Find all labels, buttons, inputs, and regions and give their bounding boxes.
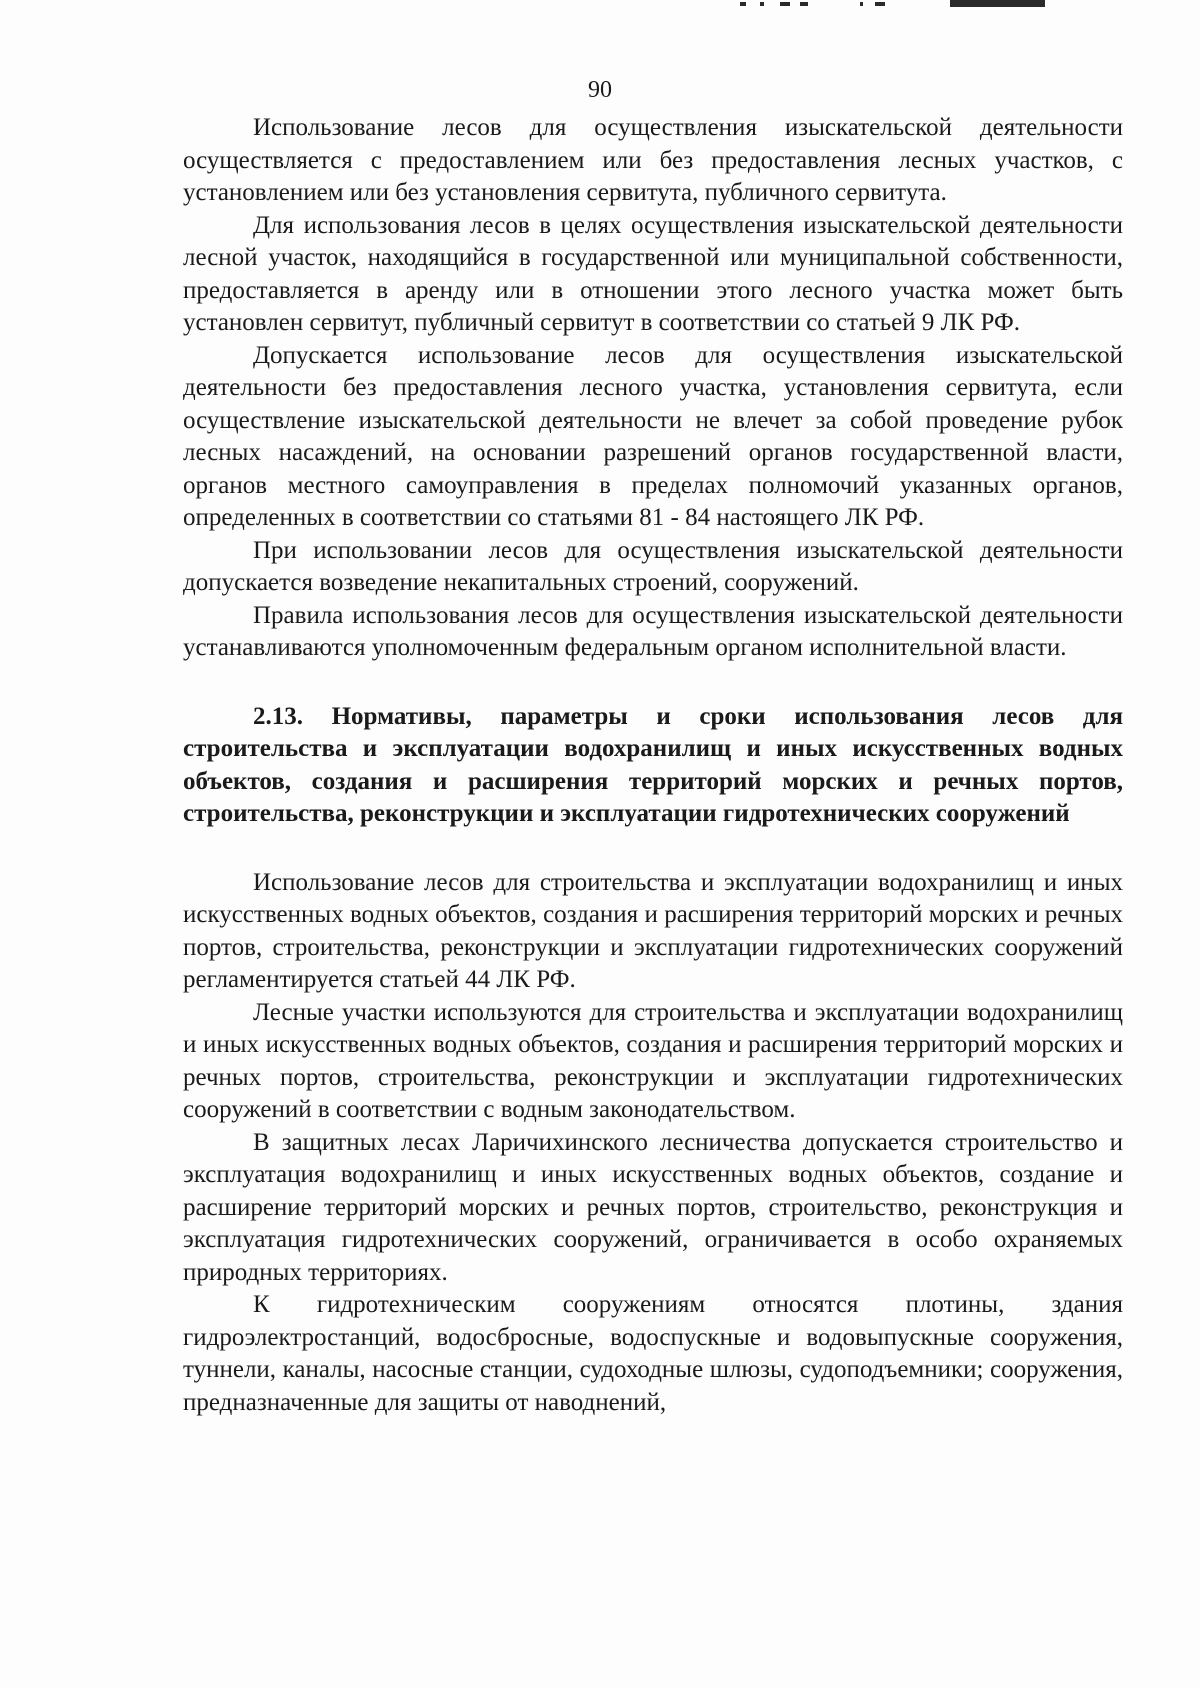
scan-mark	[760, 2, 764, 6]
paragraph: Использование лесов для осуществления изыскательской деятельности осуществляется с предоставлением или без предоставления лесных участков, с установлением или без установления сервитута, публичного сервитута.	[183, 114, 1123, 206]
section-heading: 2.13. Нормативы, параметры и сроки использования лесов для строительства и эксплуатации водохранилищ и иных искусственных водных объектов, создания и расширения территорий морских и речных портов, строительства, реконструкции и эксплуатации гидротехнических сооружений	[183, 702, 1123, 827]
scan-mark	[875, 2, 885, 6]
scan-mark	[950, 0, 1045, 7]
scan-mark	[860, 2, 863, 6]
paragraph: К гидротехническим сооружениям относятся плотины, здания гидроэлектростанций, водосбросные, водоспускные и водовыпускные сооружения, туннели, каналы, насосные станции, судоходные шлюзы, судоподъемники; сооружения, предназначенные для защиты от наводнений,	[183, 1291, 1123, 1416]
document-body	[183, 112, 1123, 1419]
paragraph: Для использования лесов в целях осуществления изыскательской деятельности лесной участок, находящийся в государственной или муниципальной собственности, предоставляется в аренду или в отношении этого лесного участка может быть установлен сервитут, публичный сервитут в соответствии со статьей 9 ЛК РФ.	[183, 211, 1123, 336]
paragraph: Лесные участки используются для строительства и эксплуатации водохранилищ и иных искусственных водных объектов, создания и расширения территорий морских и речных портов, строительства, реконструкции и эксплуатации гидротехнических сооружений в соответствии с водным законодательством.	[183, 998, 1123, 1123]
scan-mark	[740, 2, 746, 6]
paragraph: В защитных лесах Ларичихинского лесничества допускается строительство и эксплуатация водохранилищ и иных искусственных водных объектов, создание и расширение территорий морских и речных портов, строительство, реконструкция и эксплуатация гидротехнических сооружений, ограничивается в особо охраняемых природных территориях.	[183, 1128, 1123, 1286]
paragraph: Использование лесов для строительства и эксплуатации водохранилищ и иных искусственных водных объектов, создания и расширения территорий морских и речных портов, строительства, реконструкции и эксплуатации гидротехнических сооружений регламентируется статьей 44 ЛК РФ.	[183, 868, 1123, 993]
scan-artifact-marks	[740, 0, 1070, 10]
scan-mark	[780, 2, 790, 6]
page-number: 90	[588, 77, 612, 103]
paragraph: При использовании лесов для осуществления изыскательской деятельности допускается возведение некапитальных строений, сооружений.	[183, 536, 1123, 596]
paragraph: Правила использования лесов для осуществления изыскательской деятельности устанавливаются уполномоченным федеральным органом исполнительной власти.	[183, 601, 1123, 661]
scan-mark	[800, 2, 808, 6]
paragraph: Допускается использование лесов для осуществления изыскательской деятельности без предоставления лесного участка, установления сервитута, если осуществление изыскательской деятельности не влечет за собой проведение рубок лесных насаждений, на основании разрешений органов государственной власти, органов местного самоуправления в пределах полномочий указанных органов, определенных в соответствии со статьями 81 - 84 настоящего ЛК РФ.	[183, 341, 1123, 531]
